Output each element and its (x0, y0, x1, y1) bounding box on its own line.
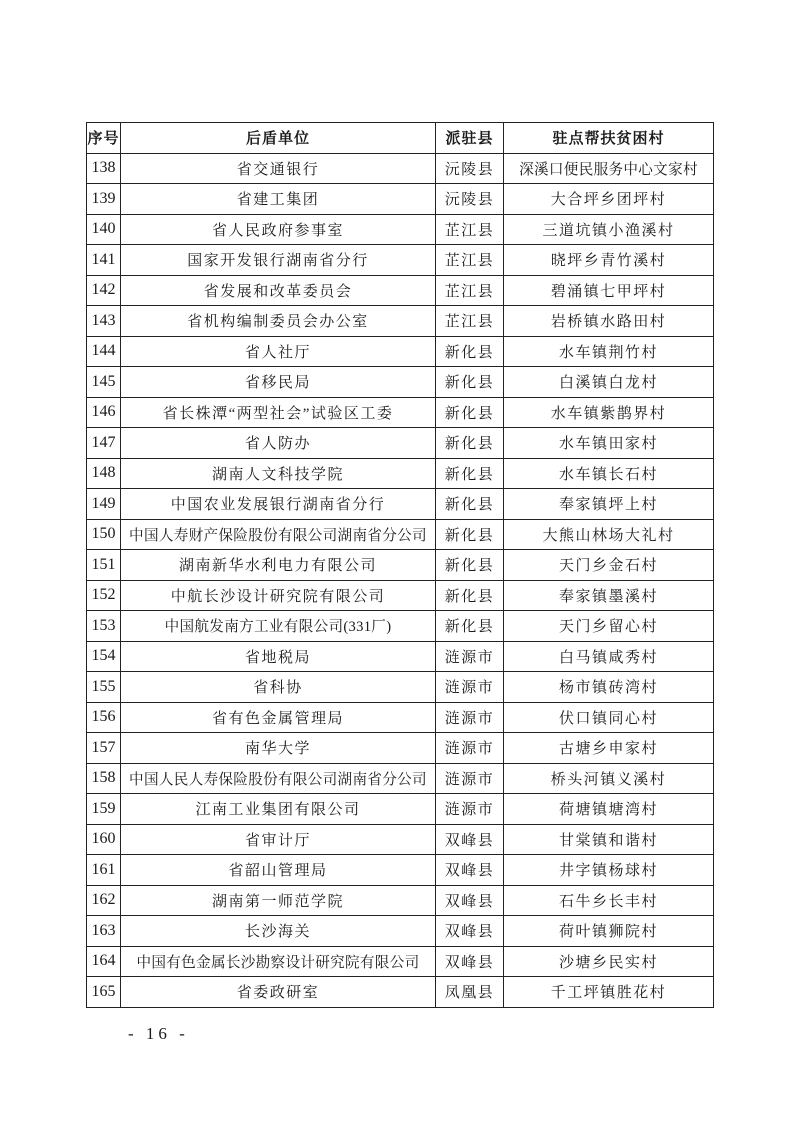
row-index: 164 (87, 946, 121, 977)
row-index: 156 (87, 702, 121, 733)
county: 双峰县 (436, 824, 504, 855)
row-index: 149 (87, 489, 121, 520)
row-index: 162 (87, 885, 121, 916)
table-row (87, 763, 714, 794)
support-unit: 湖南新华水利电力有限公司 (121, 550, 436, 581)
county: 涟源市 (436, 641, 504, 672)
header-county: 派驻县 (436, 123, 504, 154)
row-index: 157 (87, 733, 121, 764)
village: 桥头河镇义溪村 (504, 763, 714, 794)
county: 芷江县 (436, 214, 504, 245)
row-index: 159 (87, 794, 121, 825)
support-unit: 中国人寿财产保险股份有限公司湖南省分公司 (121, 519, 436, 550)
table-row (87, 794, 714, 825)
support-unit: 省移民局 (121, 367, 436, 398)
table-row (87, 946, 714, 977)
support-unit: 南华大学 (121, 733, 436, 764)
village: 沙塘乡民实村 (504, 946, 714, 977)
table-row (87, 611, 714, 642)
county: 沅陵县 (436, 153, 504, 184)
village: 甘棠镇和谐村 (504, 824, 714, 855)
row-index: 147 (87, 428, 121, 459)
county: 涟源市 (436, 672, 504, 703)
row-index: 165 (87, 977, 121, 1008)
village: 大熊山林场大礼村 (504, 519, 714, 550)
village: 杨市镇砖湾村 (504, 672, 714, 703)
row-index: 154 (87, 641, 121, 672)
table-row (87, 367, 714, 398)
village: 水车镇长石村 (504, 458, 714, 489)
row-index: 143 (87, 306, 121, 337)
row-index: 148 (87, 458, 121, 489)
row-index: 138 (87, 153, 121, 184)
row-index: 150 (87, 519, 121, 550)
village: 千工坪镇胜花村 (504, 977, 714, 1008)
table-row (87, 977, 714, 1008)
village: 古塘乡申家村 (504, 733, 714, 764)
table-row (87, 672, 714, 703)
table-row (87, 519, 714, 550)
support-unit: 湖南第一师范学院 (121, 885, 436, 916)
table-row (87, 885, 714, 916)
county: 新化县 (436, 336, 504, 367)
support-unit: 省科协 (121, 672, 436, 703)
support-unit: 省人民政府参事室 (121, 214, 436, 245)
table-row (87, 397, 714, 428)
support-unit: 省审计厅 (121, 824, 436, 855)
support-unit: 省发展和改革委员会 (121, 275, 436, 306)
county: 芷江县 (436, 275, 504, 306)
village: 荷塘镇塘湾村 (504, 794, 714, 825)
support-unit: 省机构编制委员会办公室 (121, 306, 436, 337)
village: 天门乡留心村 (504, 611, 714, 642)
row-index: 146 (87, 397, 121, 428)
village: 深溪口便民服务中心文家村 (504, 153, 714, 184)
county: 芷江县 (436, 306, 504, 337)
village: 岩桥镇水路田村 (504, 306, 714, 337)
row-index: 144 (87, 336, 121, 367)
support-unit: 中航长沙设计研究院有限公司 (121, 580, 436, 611)
support-unit: 长沙海关 (121, 916, 436, 947)
row-index: 145 (87, 367, 121, 398)
table-row (87, 245, 714, 276)
county: 新化县 (436, 580, 504, 611)
table-row (87, 214, 714, 245)
county: 双峰县 (436, 946, 504, 977)
support-unit: 省地税局 (121, 641, 436, 672)
table-row (87, 275, 714, 306)
village: 水车镇荆竹村 (504, 336, 714, 367)
support-unit: 省人社厅 (121, 336, 436, 367)
village: 水车镇田家村 (504, 428, 714, 459)
village: 水车镇紫鹊界村 (504, 397, 714, 428)
table-row (87, 336, 714, 367)
county: 凤凰县 (436, 977, 504, 1008)
county: 双峰县 (436, 916, 504, 947)
table-row (87, 306, 714, 337)
support-unit: 中国航发南方工业有限公司(331厂) (121, 611, 436, 642)
county: 新化县 (436, 397, 504, 428)
table-header-row (87, 123, 714, 154)
table-row (87, 550, 714, 581)
support-unit: 中国人民人寿保险股份有限公司湖南省分公司 (121, 763, 436, 794)
support-unit: 省长株潭“两型社会”试验区工委 (121, 397, 436, 428)
assistance-table (86, 122, 714, 1008)
village: 奉家镇坪上村 (504, 489, 714, 520)
village: 伏口镇同心村 (504, 702, 714, 733)
county: 新化县 (436, 519, 504, 550)
table-row (87, 489, 714, 520)
support-unit: 省有色金属管理局 (121, 702, 436, 733)
county: 芷江县 (436, 245, 504, 276)
county: 新化县 (436, 550, 504, 581)
row-index: 153 (87, 611, 121, 642)
village: 天门乡金石村 (504, 550, 714, 581)
village: 大合坪乡团坪村 (504, 184, 714, 215)
support-unit: 省人防办 (121, 428, 436, 459)
village: 奉家镇墨溪村 (504, 580, 714, 611)
support-unit: 国家开发银行湖南省分行 (121, 245, 436, 276)
county: 涟源市 (436, 702, 504, 733)
table-row (87, 916, 714, 947)
table-row (87, 702, 714, 733)
table-row (87, 580, 714, 611)
county: 沅陵县 (436, 184, 504, 215)
table-row (87, 458, 714, 489)
village: 白溪镇白龙村 (504, 367, 714, 398)
row-index: 152 (87, 580, 121, 611)
row-index: 141 (87, 245, 121, 276)
table-row (87, 824, 714, 855)
county: 新化县 (436, 489, 504, 520)
support-unit: 省韶山管理局 (121, 855, 436, 886)
village: 晓坪乡青竹溪村 (504, 245, 714, 276)
support-unit: 中国有色金属长沙勘察设计研究院有限公司 (121, 946, 436, 977)
table-row (87, 641, 714, 672)
support-unit: 省建工集团 (121, 184, 436, 215)
row-index: 155 (87, 672, 121, 703)
county: 新化县 (436, 458, 504, 489)
row-index: 151 (87, 550, 121, 581)
village: 荷叶镇狮院村 (504, 916, 714, 947)
row-index: 140 (87, 214, 121, 245)
page-number: - 16 - (128, 1024, 189, 1043)
row-index: 158 (87, 763, 121, 794)
support-unit: 省委政研室 (121, 977, 436, 1008)
table-row (87, 428, 714, 459)
row-index: 139 (87, 184, 121, 215)
village: 三道坑镇小渔溪村 (504, 214, 714, 245)
county: 涟源市 (436, 733, 504, 764)
support-unit: 中国农业发展银行湖南省分行 (121, 489, 436, 520)
county: 新化县 (436, 367, 504, 398)
header-village: 驻点帮扶贫困村 (504, 123, 714, 154)
table-row (87, 184, 714, 215)
support-unit: 湖南人文科技学院 (121, 458, 436, 489)
village: 井字镇杨球村 (504, 855, 714, 886)
county: 新化县 (436, 428, 504, 459)
village: 碧涌镇七甲坪村 (504, 275, 714, 306)
row-index: 161 (87, 855, 121, 886)
county: 涟源市 (436, 794, 504, 825)
county: 双峰县 (436, 885, 504, 916)
row-index: 163 (87, 916, 121, 947)
county: 双峰县 (436, 855, 504, 886)
row-index: 142 (87, 275, 121, 306)
table-row (87, 153, 714, 184)
table-row (87, 855, 714, 886)
county: 涟源市 (436, 763, 504, 794)
support-unit: 江南工业集团有限公司 (121, 794, 436, 825)
county: 新化县 (436, 611, 504, 642)
table-row (87, 733, 714, 764)
support-unit: 省交通银行 (121, 153, 436, 184)
row-index: 160 (87, 824, 121, 855)
header-index: 序号 (87, 123, 121, 154)
village: 白马镇咸秀村 (504, 641, 714, 672)
village: 石牛乡长丰村 (504, 885, 714, 916)
header-support-unit: 后盾单位 (121, 123, 436, 154)
